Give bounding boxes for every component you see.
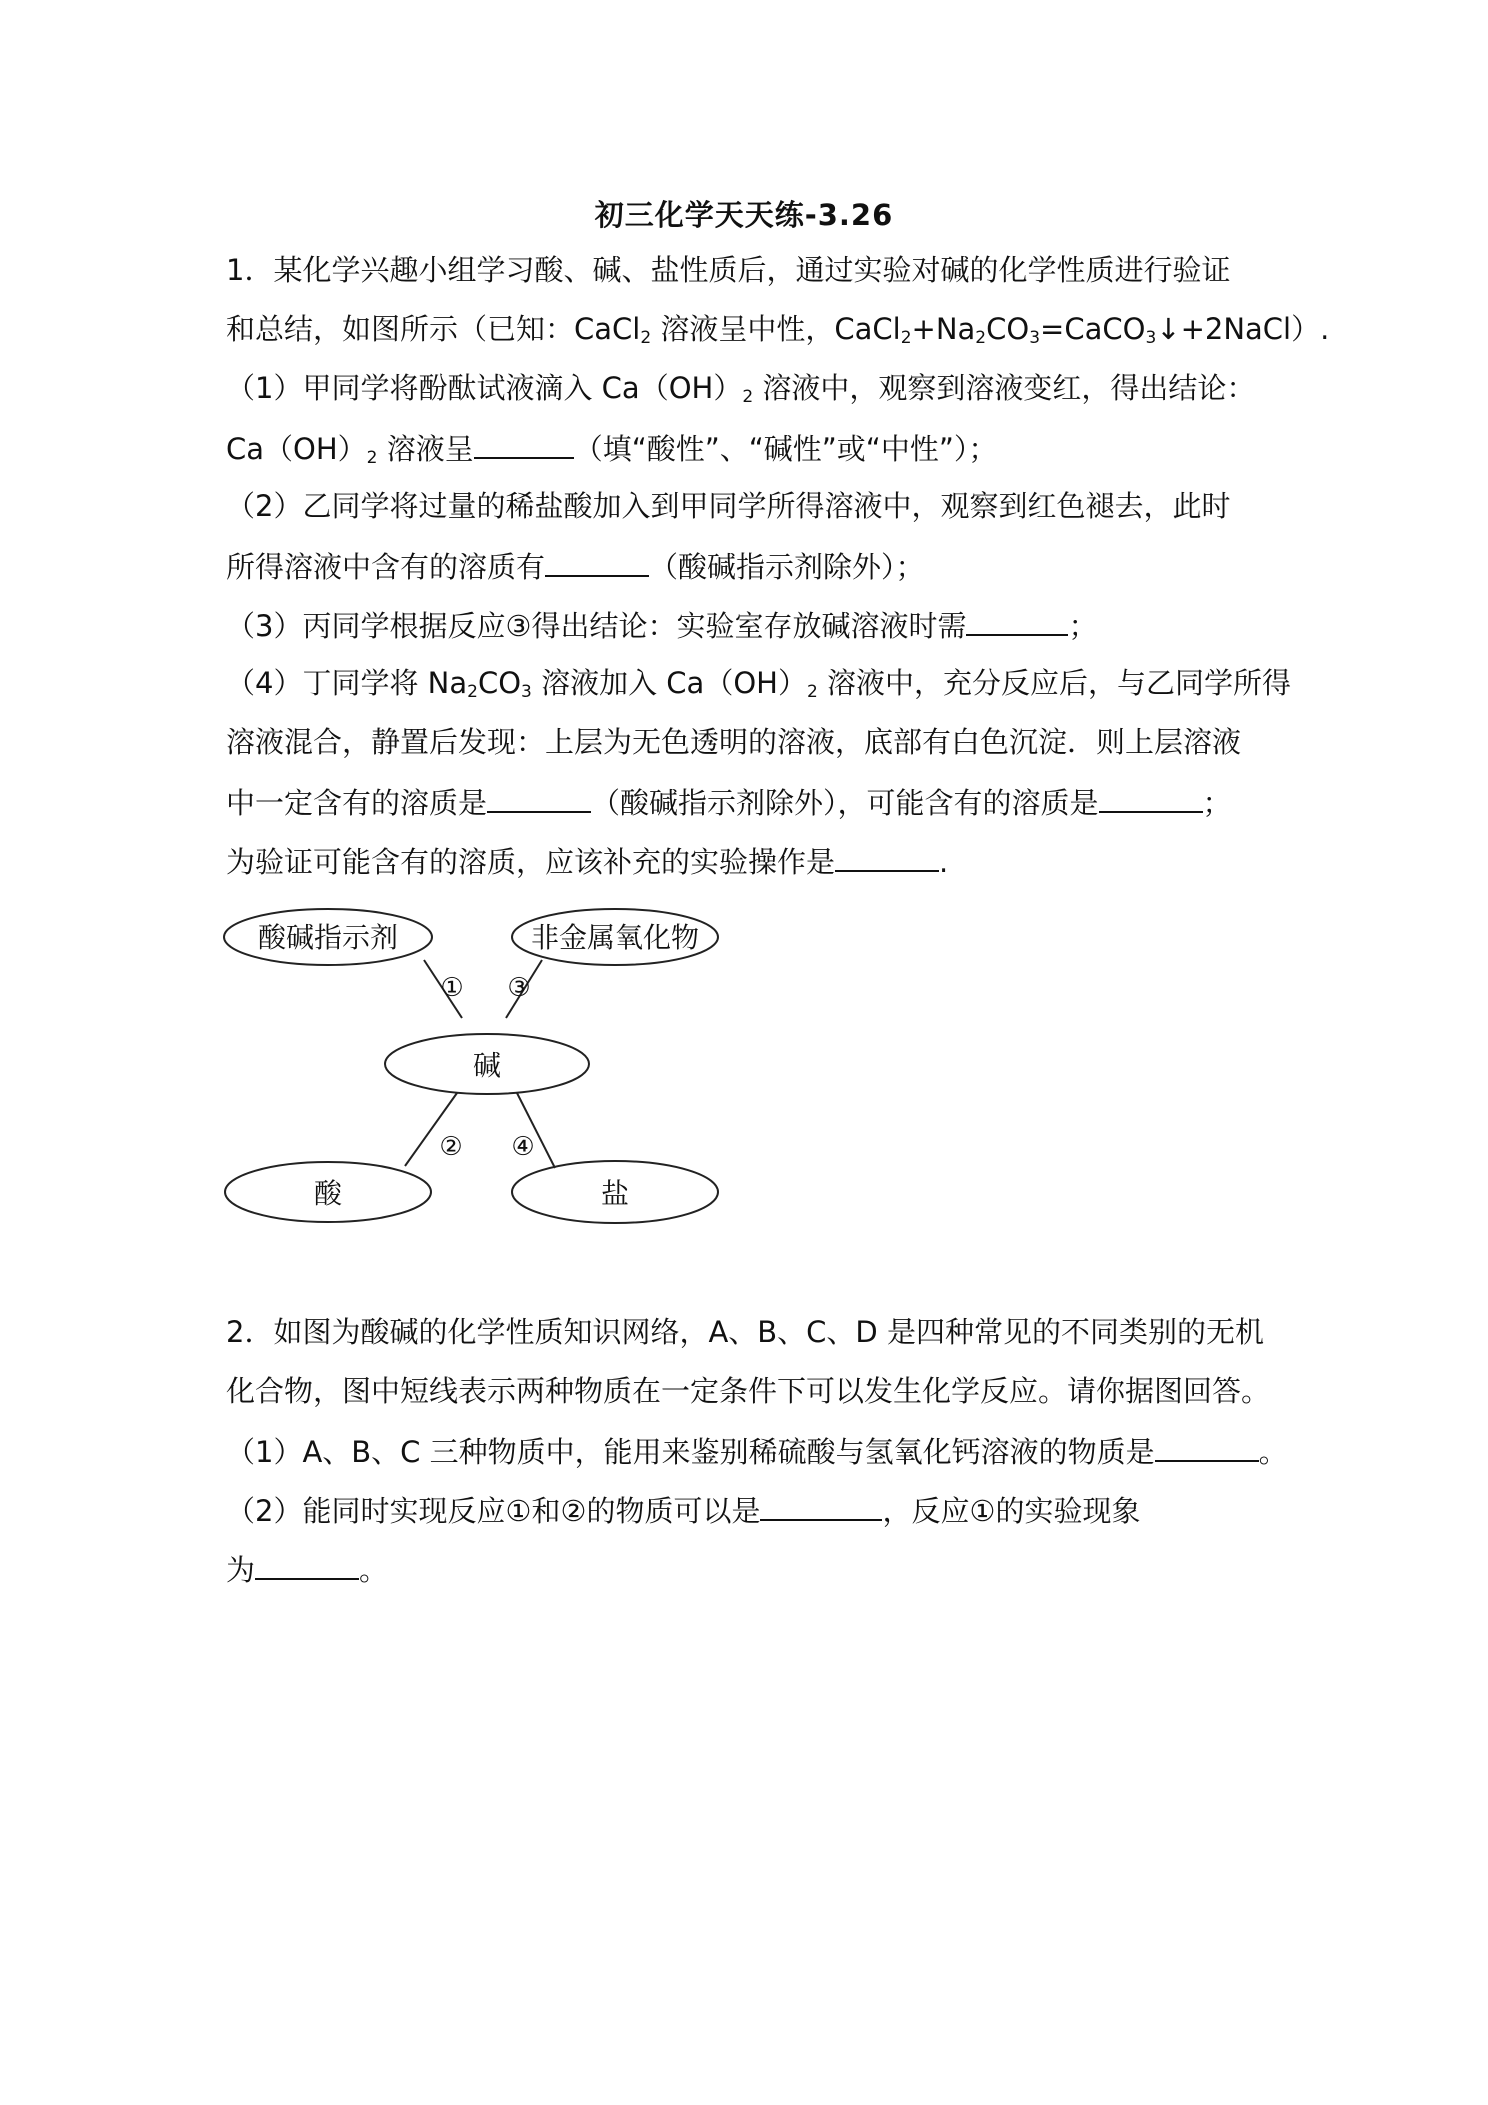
q2-part2-line1: （2）能同时实现反应①和②的物质可以是 ，反应①的实验现象	[226, 1489, 1140, 1531]
reaction-number-4: ④	[511, 1132, 535, 1162]
q2-part1: （1）A、B、C 三种物质中，能用来鉴别稀硫酸与氢氧化钙溶液的物质是 。	[226, 1430, 1288, 1472]
node-nonmetal-oxide-label: 非金属氧化物	[530, 921, 700, 954]
reaction-number-3: ③	[507, 973, 531, 1003]
answer-blank[interactable]	[255, 1548, 359, 1580]
q1-part2-line1: （2）乙同学将过量的稀盐酸加入到甲同学所得溶液中，观察到红色褪去，此时	[226, 489, 1231, 523]
reaction-number-1: ①	[440, 973, 464, 1003]
q2-part2-line2: 为 。	[226, 1548, 388, 1590]
node-indicator-label: 酸碱指示剂	[257, 921, 399, 954]
q1-part4-line2: 溶液混合，静置后发现：上层为无色透明的溶液，底部有白色沉淀．则上层溶液	[226, 725, 1242, 759]
q1-part1-line1: （1）甲同学将酚酞试液滴入 $Ca(OH)_2$ 溶液中，观察到溶液变红，得出结论：	[226, 371, 1256, 407]
q1-part3: （3）丙同学根据反应③得出结论：实验室存放碱溶液时需 ；	[226, 604, 1097, 646]
q2-stem-line1: 2．如图为酸碱的化学性质知识网络，A、B、C、D 是四种常见的不同类别的无机	[226, 1315, 1264, 1349]
q1-part4-line3: 中一定含有的溶质是 （酸碱指示剂除外），可能含有的溶质是 ；	[226, 781, 1232, 823]
q1-part4-line4: 为验证可能含有的溶质，应该补充的实验操作是 .	[226, 840, 948, 882]
page-title: 初三化学天天练-3.26	[594, 198, 894, 232]
q1-stem-line2: 和总结，如图所示（已知：CaCl$_2$ 溶液呈中性，$CaCl_2+Na_2CO_3=CaCO_3↓+2NaCl$）.	[226, 312, 1330, 348]
q1-part4-line1: （4）丁同学将 $Na_2CO_3$ 溶液加入 $Ca(OH)_2$ 溶液中，充分反应后，与乙同学所得	[226, 666, 1292, 702]
node-acid-label: 酸	[313, 1177, 343, 1210]
node-salt-label: 盐	[600, 1177, 630, 1210]
q2-stem-line2: 化合物，图中短线表示两种物质在一定条件下可以发生化学反应。请你据图回答。	[226, 1374, 1271, 1408]
q1-stem-line1: 1．某化学兴趣小组学习酸、碱、盐性质后，通过实验对碱的化学性质进行验证	[226, 253, 1231, 287]
reaction-number-2: ②	[439, 1132, 463, 1162]
q1-part2-line2: 所得溶液中含有的溶质有 （酸碱指示剂除外）；	[226, 545, 925, 587]
q1-part1-line2: $Ca(OH)_2$ 溶液呈 （填“酸性”、“碱性”或“中性”）；	[226, 427, 997, 478]
answer-blank[interactable]	[1155, 1430, 1259, 1462]
answer-blank[interactable]	[760, 1489, 882, 1521]
node-base-label: 碱	[472, 1049, 502, 1082]
